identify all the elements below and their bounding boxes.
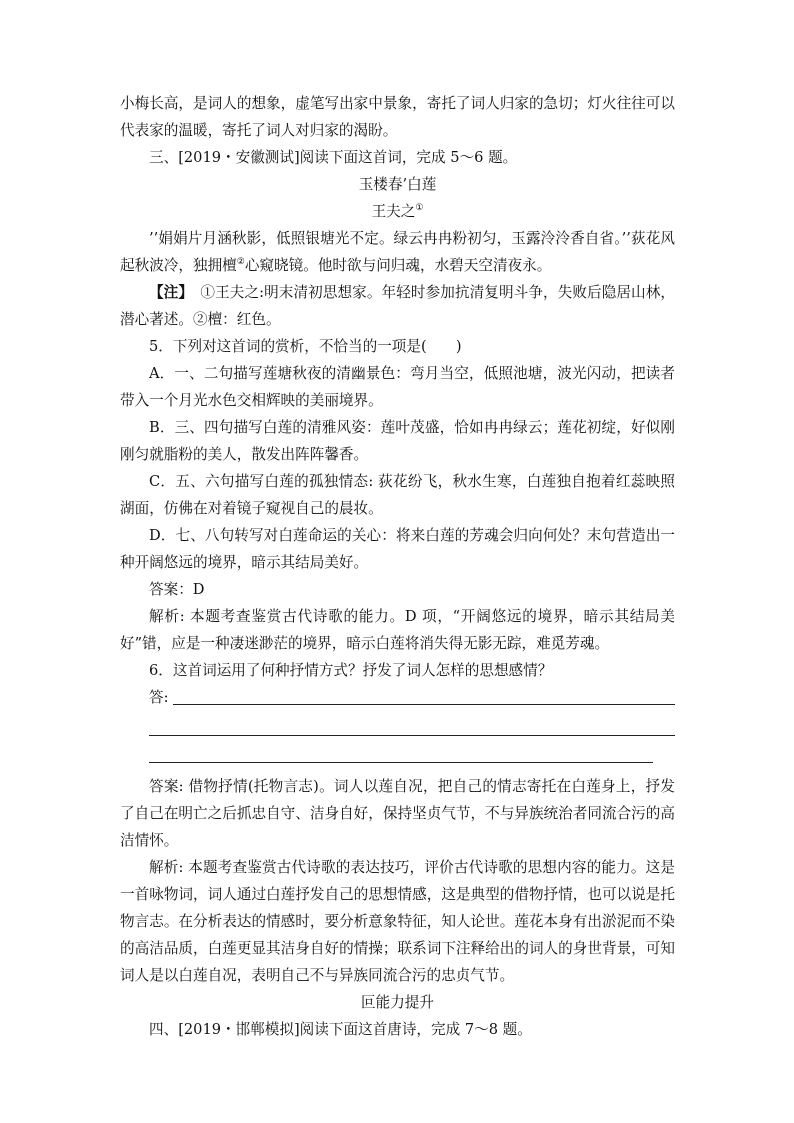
footnote-marker-1: ① bbox=[415, 203, 424, 214]
question-6-analysis: 解析: 本题考查鉴赏古代诗歌的表达技巧，评价古代诗歌的思想内容的能力。这是一首咏物词，词人通过白莲抒发自己的思想情感，这是典型的借物抒情，也可以说是托物言志。在分析表达的情感时，要分析意象特征，知人论世。莲花本身有出淤泥而不染的高洁品质，白莲更显其洁身自好的情操；联系词下注释给出的词人的身世背景，可知词人是以白莲自况，表明自己不与异族同流合污的忠贞气节。 bbox=[120, 859, 675, 984]
question-5-answer: 答案：D bbox=[149, 581, 205, 598]
poem-body bbox=[120, 225, 675, 279]
answer-rule-1 bbox=[173, 704, 675, 705]
section-4-heading: 四、[2019・邯郸模拟]阅读下面这首唐诗，完成 7～8 题。 bbox=[149, 1021, 532, 1038]
question-5-option-d: D．七、八句转写对白莲命运的关心：将来白莲的芳魂会归向何处？末句营造出一种开阔悠远的境界，暗示其结局美好。 bbox=[120, 527, 675, 571]
answer-rule-2 bbox=[149, 735, 675, 736]
poem-title: 玉楼春’白莲 bbox=[358, 176, 437, 193]
footnote-marker-2: ② bbox=[236, 257, 245, 268]
question-6: 6．这首词运用了何种抒情方式？抒发了词人怎样的思想感情？ bbox=[149, 662, 553, 679]
answer-line-3[interactable] bbox=[120, 738, 675, 765]
answer-rule-3 bbox=[149, 762, 653, 763]
poem-author-name: 王夫之 bbox=[371, 203, 416, 220]
poem-body-part-1: ’’娟娟片月涵秋影，低照银塘光不定。绿云冉冉粉初匀，玉露泠泠香自省。’’荻花风起秋波冷，独拥檀 bbox=[120, 230, 675, 274]
document-page bbox=[120, 90, 675, 1043]
poem-body-part-2: 心窥晓镜。他时欲与问归魂，水碧天空清夜永。 bbox=[244, 257, 552, 274]
section-3-heading: 三、[2019・安徽测试]阅读下面这首词，完成 5～6 题。 bbox=[149, 149, 518, 166]
question-5-option-b: B．三、四句描写白莲的清雅风姿：莲叶茂盛，恰如冉冉绿云；莲花初绽，好似刚刚匀就脂粉的美人，散发出阵阵馨香。 bbox=[120, 419, 675, 463]
question-5-option-a: A．一、二句描写莲塘秋夜的清幽景色：弯月当空，低照池塘，波光闪动，把读者带入一个月光水色交相辉映的美丽境界。 bbox=[120, 365, 675, 409]
note-text: ①王夫之:明末清初思想家。年轻时参加抗清复明斗争，失败后隐居山林，潜心著述。②檀：红色。 bbox=[120, 284, 675, 328]
poem-notes bbox=[120, 279, 675, 333]
poem-author bbox=[120, 198, 675, 225]
question-5-option-c: C．五、六句描写白莲的孤独情态: 荻花纷飞，秋水生寒，白莲独自抱着红蕊映照湖面，仿佛在对着镜子窥视自己的晨妆。 bbox=[120, 473, 675, 517]
answer-line-2[interactable] bbox=[120, 711, 675, 738]
answer-line-1[interactable] bbox=[120, 684, 675, 711]
section-ability-heading: 叵能力提升 bbox=[361, 994, 434, 1011]
question-5-analysis: 解析: 本题考查鉴赏古代诗歌的能力。D 项，“开阔悠远的境界，暗示其结局美好”错，应是一种凄迷渺茫的境界，暗示白莲将消失得无影无踪，难觅芳魂。 bbox=[120, 608, 675, 652]
question-5: 5．下列对这首词的赏析，不恰当的一项是( ) bbox=[149, 338, 462, 355]
note-tag: 【注】 bbox=[149, 284, 186, 301]
paragraph-previous-analysis: 小梅长高，是词人的想象，虚笔写出家中景象，寄托了词人归家的急切；灯火往往可以代表家的温暖，寄托了词人对归家的渴盼。 bbox=[120, 95, 675, 139]
answer-label: 答: bbox=[149, 689, 169, 706]
question-6-answer: 答案: 借物抒情(托物言志)。词人以莲自况，把自己的情志寄托在白莲身上，抒发了自己在明亡之后抓忠自守、洁身自好，保持坚贞气节，不与异族统治者同流合污的高洁情怀。 bbox=[120, 778, 675, 849]
